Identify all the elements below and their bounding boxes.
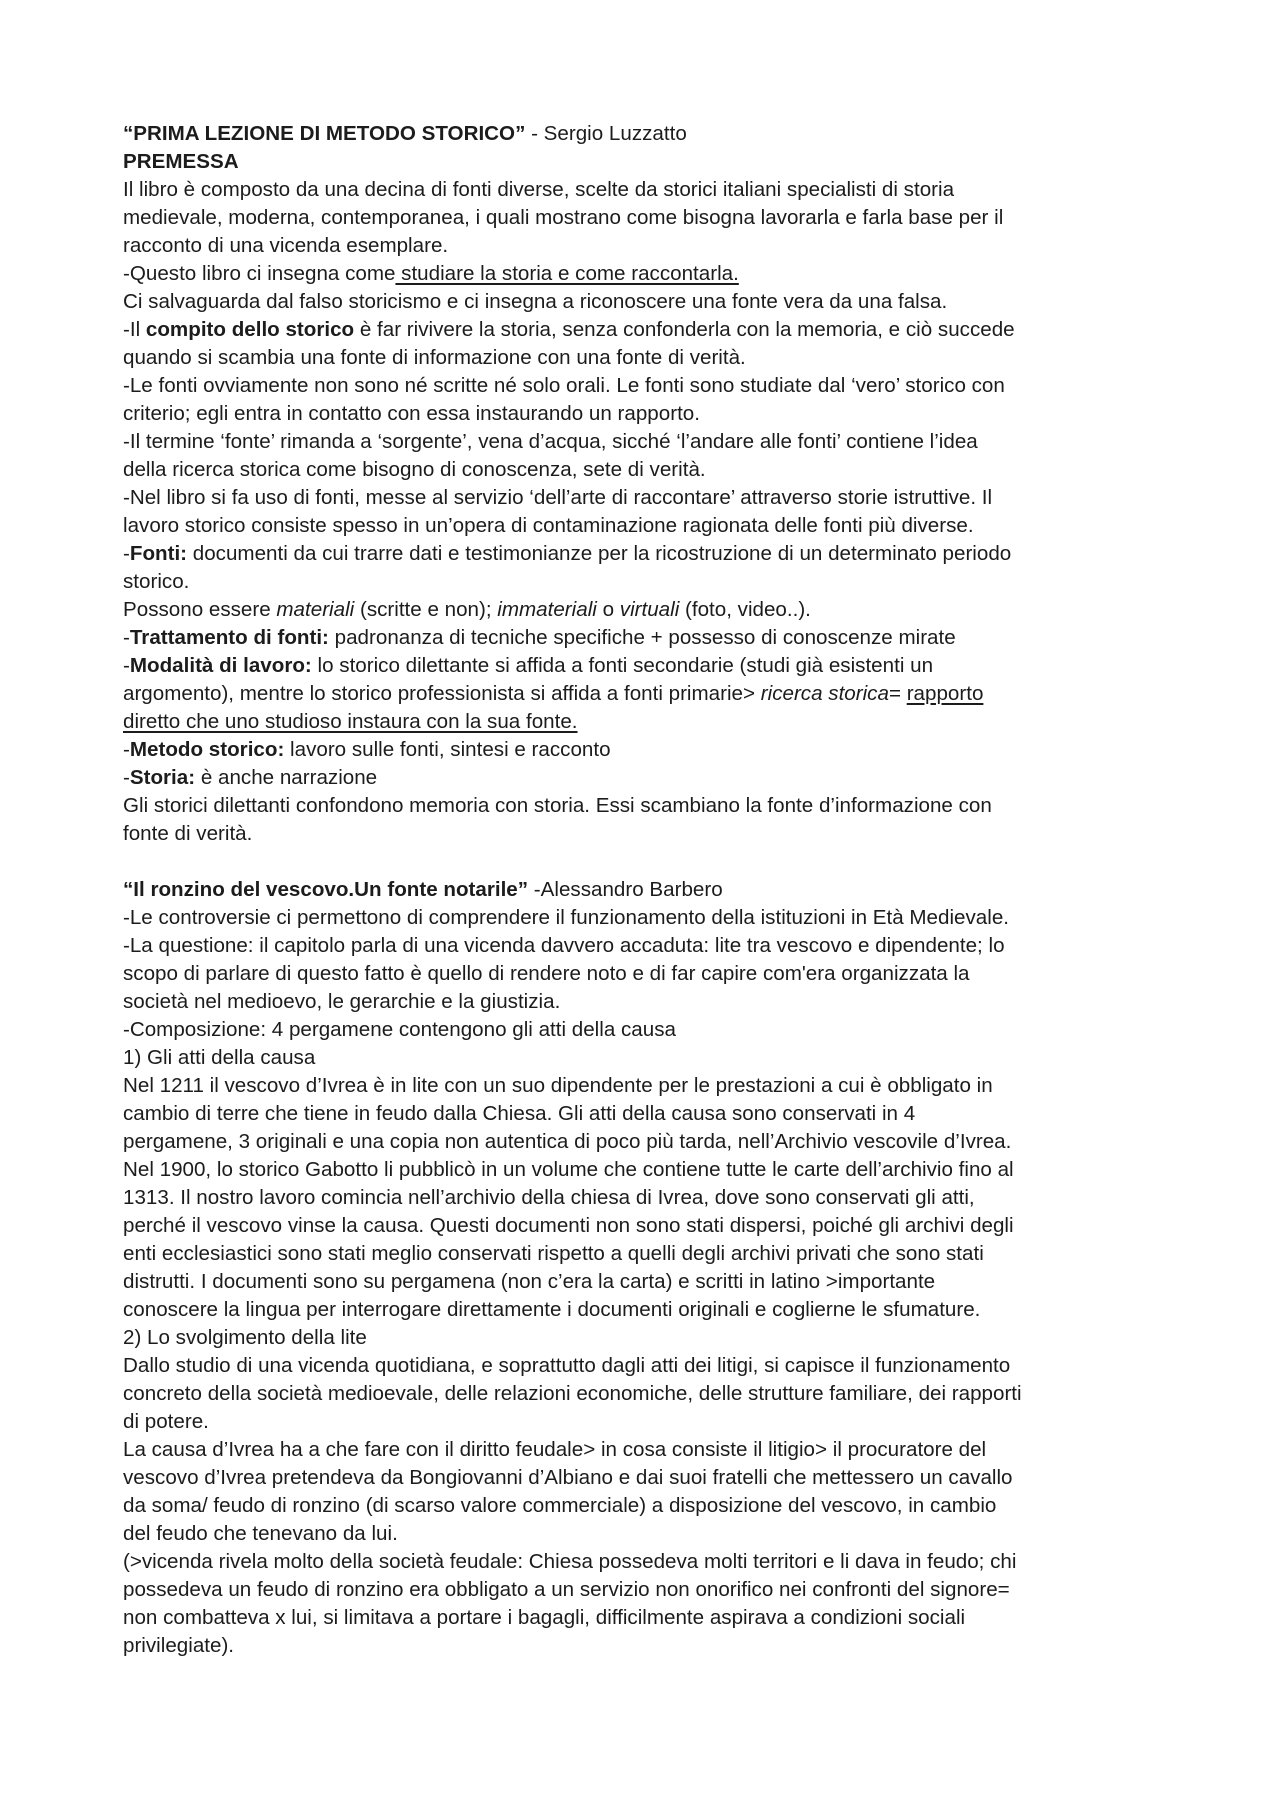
task-bold: compito dello storico bbox=[145, 318, 355, 341]
modalita-line: -Modalità di lavoro: lo storico dilettante si affida a fonti secondarie (studi già esistenti un bbox=[123, 654, 934, 677]
modalita-line2-pre: argomento), mentre lo storico professionista si affida a fonti primarie> bbox=[123, 682, 761, 705]
section1-heading bbox=[123, 148, 1163, 176]
section-gap bbox=[123, 848, 1163, 876]
fonti-line: -Fonti: documenti da cui trarre dati e testimonianze per la ricostruzione di un determinato periodo bbox=[123, 542, 1012, 565]
section2-line: 1313. Il nostro lavoro comincia nell’archivio della chiesa di Ivrea, dove sono conservati gli atti, bbox=[123, 1186, 975, 1209]
possono-virtuali: virtuali bbox=[619, 598, 680, 621]
possono-end: (foto, video..). bbox=[679, 598, 811, 621]
section2-title bbox=[123, 876, 1163, 904]
task-line-2: quando si scambia una fonte di informazione con una fonte di verità. bbox=[123, 346, 746, 369]
section2-line: scopo di parlare di questo fatto è quello di rendere noto e di far capire com'era organizzata la bbox=[123, 962, 970, 985]
section2-line: (>vicenda rivela molto della società feudale: Chiesa possedeva molti territori e li dava in feudo; chi bbox=[123, 1550, 1017, 1573]
intro-line: medievale, moderna, contemporanea, i quali mostrano come bisogna lavorarla e farla base per il bbox=[123, 206, 1004, 229]
sources-line: lavoro storico consiste spesso in un’opera di contaminazione ragionata delle fonti più diverse. bbox=[123, 514, 974, 537]
modalita-bold: Modalità di lavoro: bbox=[129, 654, 312, 677]
intro-line: racconto di una vicenda esemplare. bbox=[123, 234, 449, 257]
possono-line bbox=[123, 596, 1163, 624]
section2-line: perché il vescovo vinse la causa. Questi documenti non sono stati dispersi, poiché gli archivi degli bbox=[123, 1214, 1014, 1237]
section2-line: 1) Gli atti della causa bbox=[123, 1046, 316, 1069]
modalita-eq: = bbox=[888, 682, 907, 705]
section2-line: non combatteva x lui, si limitava a portare i bagagli, difficilmente aspirava a condizioni sociali bbox=[123, 1606, 966, 1629]
sources-line: -Le fonti ovviamente non sono né scritte né solo orali. Le fonti sono studiate dal ‘vero’ storico con bbox=[123, 374, 1005, 397]
fonti-bold: Fonti: bbox=[129, 542, 188, 565]
possono-mid1: (scritte e non); bbox=[354, 598, 498, 621]
section2-line: pergamene, 3 originali e una copia non autentica di poco più tarda, nell’Archivio vescovile d’Ivrea. bbox=[123, 1130, 1012, 1153]
modalita-rest: lo storico dilettante si affida a fonti secondarie (studi già esistenti un bbox=[311, 654, 934, 677]
section2-line: Nel 1211 il vescovo d’Ivrea è in lite con un suo dipendente per le prestazioni a cui è obbligato in bbox=[123, 1074, 993, 1097]
section2-line: distrutti. I documenti sono su pergamena (non c’era la carta) e scritti in latino >importante bbox=[123, 1270, 936, 1293]
section2-line: enti ecclesiastici sono stati meglio conservati rispetto a quelli degli archivi privati che sono stati bbox=[123, 1242, 984, 1265]
section1-title-author: - Sergio Luzzatto bbox=[525, 122, 687, 145]
modalita-line-2 bbox=[123, 680, 1163, 708]
task-line bbox=[123, 316, 1163, 344]
fonti-line-2: storico. bbox=[123, 570, 190, 593]
possono-materiali: materiali bbox=[276, 598, 355, 621]
section2-line: vescovo d’Ivrea pretendeva da Bongiovanni d’Albiano e dai suoi fratelli che mettessero un cavallo bbox=[123, 1466, 1013, 1489]
trattamento-rest: padronanza di tecniche specifiche + possesso di conoscenze mirate bbox=[328, 626, 956, 649]
possono-immateriali: immateriali bbox=[497, 598, 597, 621]
trattamento-bold: Trattamento di fonti: bbox=[129, 626, 329, 649]
storia-rest: è anche narrazione bbox=[195, 766, 378, 789]
modalita-italic: ricerca storica bbox=[760, 682, 889, 705]
section2-line: del feudo che tenevano da lui. bbox=[123, 1522, 398, 1545]
section2-line: -Le controversie ci permettono di comprendere il funzionamento della istituzioni in Età Medievale. bbox=[123, 906, 1009, 929]
section2-title-quoted: “Il ronzino del vescovo.Un fonte notarile” bbox=[123, 878, 529, 901]
possono-prefix: Possono essere bbox=[123, 598, 277, 621]
section2-line: società nel medioevo, le gerarchie e la giustizia. bbox=[123, 990, 561, 1013]
intro-line: Il libro è composto da una decina di fonti diverse, scelte da storici italiani specialisti di storia bbox=[123, 178, 955, 201]
section2-line: Dallo studio di una vicenda quotidiana, e soprattutto dagli atti dei litigi, si capisce il funzionamento bbox=[123, 1354, 1011, 1377]
modalita-underline2: diretto che uno studioso instaura con la sua fonte. bbox=[123, 710, 578, 733]
possono-mid2: o bbox=[596, 598, 620, 621]
task-rest: è far rivivere la storia, senza confonderla con la memoria, e ciò succede bbox=[354, 318, 1015, 341]
section2-line: -Composizione: 4 pergamene contengono gli atti della causa bbox=[123, 1018, 676, 1041]
metodo-bold: Metodo storico: bbox=[129, 738, 285, 761]
metodo-rest: lavoro sulle fonti, sintesi e racconto bbox=[284, 738, 611, 761]
closing-line: Gli storici dilettanti confondono memoria con storia. Essi scambiano la fonte d’informazione con bbox=[123, 794, 992, 817]
section1-title-quoted: “PRIMA LEZIONE DI METODO STORICO” bbox=[123, 122, 526, 145]
modalita-underline1: rapporto bbox=[906, 682, 984, 705]
section2-line: cambio di terre che tiene in feudo dalla Chiesa. Gli atti della causa sono conservati in 4 bbox=[123, 1102, 916, 1125]
premessa-heading: PREMESSA bbox=[123, 150, 239, 173]
section2-line: La causa d’Ivrea ha a che fare con il diritto feudale> in cosa consiste il litigio> il procuratore del bbox=[123, 1438, 987, 1461]
section2-line: da soma/ feudo di ronzino (di scarso valore commerciale) a disposizione del vescovo, in cambio bbox=[123, 1494, 997, 1517]
metodo-line: -Metodo storico: lavoro sulle fonti, sintesi e racconto bbox=[123, 738, 611, 761]
sources-line: -Nel libro si fa uso di fonti, messe al servizio ‘dell’arte di raccontare’ attraverso storie istruttive. Il bbox=[123, 486, 993, 509]
section2-line: -La questione: il capitolo parla di una vicenda davvero accaduta: lite tra vescovo e dipendente; lo bbox=[123, 934, 1005, 957]
section2-line: di potere. bbox=[123, 1410, 209, 1433]
task-prefix: -Il bbox=[123, 318, 146, 341]
section2-line: privilegiate). bbox=[123, 1634, 235, 1657]
teach-line bbox=[123, 260, 1163, 288]
section2-body bbox=[123, 904, 1163, 1660]
section1-title bbox=[123, 120, 1163, 148]
section2-line: 2) Lo svolgimento della lite bbox=[123, 1326, 367, 1349]
modalita-line-3 bbox=[123, 708, 1163, 736]
storia-bold: Storia: bbox=[129, 766, 196, 789]
teach-prefix: -Questo libro ci insegna come bbox=[123, 262, 396, 285]
section2-title-author: -Alessandro Barbero bbox=[528, 878, 723, 901]
closing-line: fonte di verità. bbox=[123, 822, 253, 845]
safeguard-line: Ci salvaguarda dal falso storicismo e ci insegna a riconoscere una fonte vera da una falsa. bbox=[123, 290, 948, 313]
section2-line: concreto della società medioevale, delle relazioni economiche, delle strutture familiare, dei rapporti bbox=[123, 1382, 1022, 1405]
trattamento-line: -Trattamento di fonti: padronanza di tecniche specifiche + possesso di conoscenze mirate bbox=[123, 626, 956, 649]
section2-line: Nel 1900, lo storico Gabotto li pubblicò in un volume che contiene tutte le carte dell’archivio fino al bbox=[123, 1158, 1014, 1181]
sources-line: della ricerca storica come bisogno di conoscenza, sete di verità. bbox=[123, 458, 706, 481]
sources-line: criterio; egli entra in contatto con essa instaurando un rapporto. bbox=[123, 402, 700, 425]
section2-line: possedeva un feudo di ronzino era obbligato a un servizio non onorifico nei confronti del signore= bbox=[123, 1578, 1010, 1601]
fonti-rest: documenti da cui trarre dati e testimonianze per la ricostruzione di un determinato periodo bbox=[187, 542, 1012, 565]
storia-line: -Storia: è anche narrazione bbox=[123, 766, 378, 789]
sources-line: -Il termine ‘fonte’ rimanda a ‘sorgente’, vena d’acqua, sicché ‘l’andare alle fonti’ contiene l’idea bbox=[123, 430, 978, 453]
section2-line: conoscere la lingua per interrogare direttamente i documenti originali e coglierne le sfumature. bbox=[123, 1298, 981, 1321]
teach-underlined: studiare la storia e come raccontarla. bbox=[395, 262, 739, 285]
document-page bbox=[123, 120, 1163, 1660]
